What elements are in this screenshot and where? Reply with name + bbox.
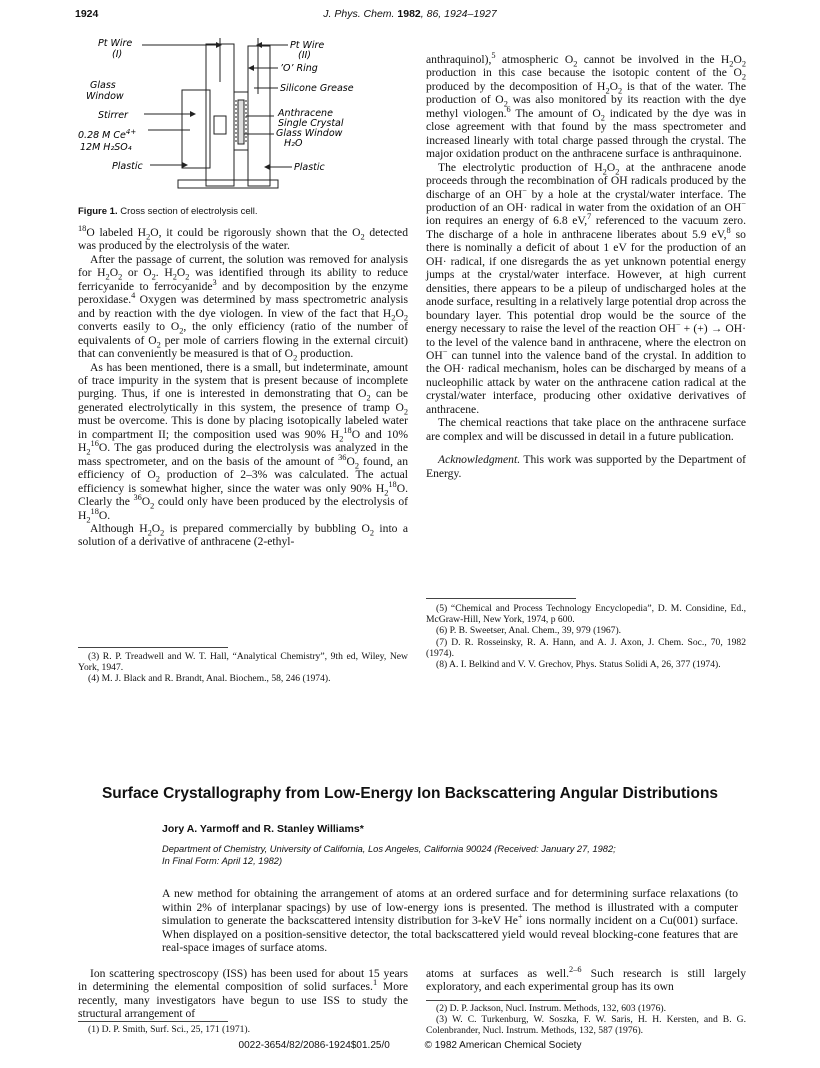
footnote-rule — [78, 1021, 228, 1022]
electrolysis-cell-diagram — [78, 32, 398, 198]
footnote: (8) A. I. Belkind and V. V. Grechov, Phys. Status Solidi A, 26, 377 (1974). — [436, 659, 721, 671]
article2-right-footnotes — [426, 1003, 746, 1037]
figure-label: Plastic — [112, 161, 143, 172]
paragraph: Ion scattering spectroscopy (ISS) has been used for about 15 years in determining the elemental composition of solid surfaces.$^1$ More recently, many investigators have begun to use ISS to study the structural arrangement of — [78, 967, 408, 1021]
footnote: (1) D. P. Smith, Surf. Sci., 25, 171 (1971). — [88, 1024, 251, 1035]
paragraph: atoms at surfaces as well.$^{2-6}$ Such research is still largely exploratory, and each experimental group has its own — [426, 965, 747, 994]
paragraph: The electrolytic production of $H_2O_2$ at the anthracene anode proceeds through the recombination of OH radicals produced by the discharge of an OH− by a hole at the crystal/water interface. The production of an OH· radical in water from the oxidation of an OH− ion requires an energy of 6.8 eV,$^7$ referenced to the vacuum zero. The discharge of a hole in anthracene liberates about 5.9 eV,$^8$ so there is nominally a deficit of about 1 eV for the production of an OH· radical, if one disregards the as yet unknown potential energy jumps at the crystal/water interface. However, at high current densities, there appears to be a pileup of undischarged holes at the anode surface, resulting in a relatively large potential drop across the boundary layer. This potential drop would be the source of the energy necessary to raise the level of the reaction OH− + (+) → OH· to the level of the valence band in anthracene, where the electron on OH− can tunnel into the valence band of the crystal. In addition to the OH· radical mechanism, holes can be discharged by means of a nucleophilic attack by water on the anthracene cation radical at the crystal/water interface, producing other oxidative derivatives of anthracene. — [426, 160, 747, 416]
figure-label: Plastic — [294, 162, 325, 173]
paragraph: $^{18}$O labeled $H_2O$, it could be rigorously shown that the $O_2$ detected was produced by the electrolysis of the water. — [78, 224, 408, 253]
footnote: (4) M. J. Black and R. Brandt, Anal. Biochem., 58, 246 (1974). — [88, 673, 331, 685]
article-title: Surface Crystallography from Low-Energy Ion Backscattering Angular Distributions — [101, 785, 719, 802]
figure-label: Pt Wire — [290, 40, 325, 51]
footnote-rule — [426, 598, 576, 599]
article-affiliation: Department of Chemistry, University of California, Los Angeles, California 90024 (Received: January 27, 1982; In Final Form: April 12, 1982) — [162, 844, 616, 866]
article-code: 0022-3654/82/2086-1924$01.25/0 — [238, 1040, 390, 1051]
article1-right-footnotes — [426, 603, 746, 670]
figure-label: Glass Window — [276, 128, 343, 139]
article1-left-footnotes — [78, 651, 408, 685]
figure-label: Glass — [90, 80, 116, 91]
figure-label: 12M H₂SO₄ — [80, 142, 132, 153]
copyright: © 1982 American Chemical Society — [424, 1040, 582, 1051]
footnote: (5) “Chemical and Process Technology Encyclopedia”, D. M. Considine, Ed., McGraw-Hill, New York, 1974, p 600. — [426, 603, 746, 626]
figure-label: Silicone Grease — [280, 83, 354, 94]
page-number: 1924 — [75, 8, 99, 20]
paragraph: Although $H_2O_2$ is prepared commercially by bubbling $O_2$ into a solution of a derivative of anthracene (2-ethyl- — [78, 521, 408, 549]
paragraph: As has been mentioned, there is a small, but indeterminate, amount of trace impurity in the system that is present because of incomplete purging. Thus, if one is interested in demonstrating that $O_2$ can be generated electrolytically in this system, the presence of tramp $O_2$ must be overcome. This is done by placing isotopically labeled water in compartment II; the composition used was 90% $H_2^{18}O$ and 10% $H_2^{16}O$. The gas produced during the electrolysis was analyzed in the mass spectrometer, and on the basis of the amount of $^{36}O_2$ found, an efficiency of $O_2$ production of 2–3% was calculated. The actual efficiency is somewhat higher, since the water was only 90% $H_2^{18}O$. Clearly the $^{36}O_2$ could only have been produced by the electrolysis of $H_2^{18}O$. — [78, 360, 409, 524]
figure-label: Anthracene — [278, 108, 333, 119]
footnote: (3) W. C. Turkenburg, W. Soszka, F. W. Saris, H. H. Kersten, and B. G. Colenbrander, Nucl. Instrum. Methods, 132, 587 (1976). — [426, 1014, 746, 1037]
paragraph: anthraquinol),$^5$ atmospheric $O_2$ cannot be involved in the $H_2O_2$ production in this case because the isotopic content of the $O_2$ produced by the decomposition of $H_2O_2$ is that of the water. The production of $O_2$ was also monitored by its reaction with the dye methyl viologen.$^6$ The amount of $O_2$ indicated by the dye was in close agreement with that found by the mass spectrometer and increased linearly with total charge passed through the crystal. The major oxidation product on the anthracene surface is anthraquinone. — [426, 51, 747, 161]
footnote-rule — [78, 647, 228, 648]
journal-citation: J. Phys. Chem. 1982, 86, 1924–1927 — [323, 8, 497, 20]
footnote: (3) R. P. Treadwell and W. T. Hall, “Analytical Chemistry”, 9th ed, Wiley, New York, 1947. — [78, 651, 408, 674]
figure-label: Stirrer — [98, 110, 128, 121]
article2-right-column — [426, 967, 746, 994]
paragraph: The chemical reactions that take place on the anthracene surface are complex and will be discussed in detail in a future publication. — [426, 416, 746, 443]
figure-label: (II) — [298, 50, 312, 61]
acknowledgment: Acknowledgment. This work was supported by the Department of Energy. — [426, 453, 746, 480]
figure-label: (I) — [112, 49, 123, 60]
figure-label: Pt Wire — [98, 38, 133, 49]
figure-label: H₂O — [284, 138, 303, 149]
article1-left-column — [78, 226, 408, 549]
figure-label: 0.28 M $Ce^{4+}$ — [78, 128, 137, 141]
footnote: (6) P. B. Sweetser, Anal. Chem., 39, 979 (1967). — [436, 625, 622, 637]
article-authors: Jory A. Yarmoff and R. Stanley Williams* — [162, 823, 364, 835]
figure-label: Window — [86, 91, 124, 102]
article-abstract: A new method for obtaining the arrangement of atoms at an ordered surface and for determining surface relaxations (to within 2% of interplanar spacings) by use of low-energy ions is presented. The method is illustrated with a computer simulation to generate the backscattered intensity distribution for 3-keV He+ ions normally incident on a Cu(001) surface. When displayed on a position-sensitive detector, the total backscattered yield would reveal blocking-cone features that are real-space images of surface atoms. — [162, 887, 738, 954]
article2-left-column — [78, 967, 408, 1021]
footnote: (2) D. P. Jackson, Nucl. Instrum. Methods, 132, 603 (1976). — [436, 1003, 666, 1014]
article1-right-column — [426, 53, 746, 480]
article2-left-footnotes — [78, 1024, 408, 1035]
footnote: (7) D. R. Rosseinsky, R. A. Hann, and A. J. Axon, J. Chem. Soc., 70, 1982 (1974). — [426, 636, 746, 659]
footnote-rule — [426, 1000, 576, 1001]
paragraph: After the passage of current, the solution was removed for analysis for $H_2O_2$ or $O_2$. $H_2O_2$ was identified through its ability to reduce ferricyanide to ferrocyanide$^3$ and by decomposition by the enzyme peroxidase.$^4$ Oxygen was determined by mass spectrometric analysis and by reaction with the dye viologen. In view of the fact that $H_2O_2$ converts easily to $O_2$, the only efficiency (ratio of the number of equivalents of $O_2$ per mole of carriers flowing in the external circuit) that can conveniently be measured is that of $O_2$ production. — [78, 252, 409, 363]
figure-label: Single Crystal — [278, 118, 344, 129]
figure-caption: Figure 1. Cross section of electrolysis cell. — [78, 206, 258, 217]
page-footer — [0, 1040, 820, 1051]
running-header — [0, 8, 820, 24]
figure-label: ’O’ Ring — [280, 63, 318, 74]
